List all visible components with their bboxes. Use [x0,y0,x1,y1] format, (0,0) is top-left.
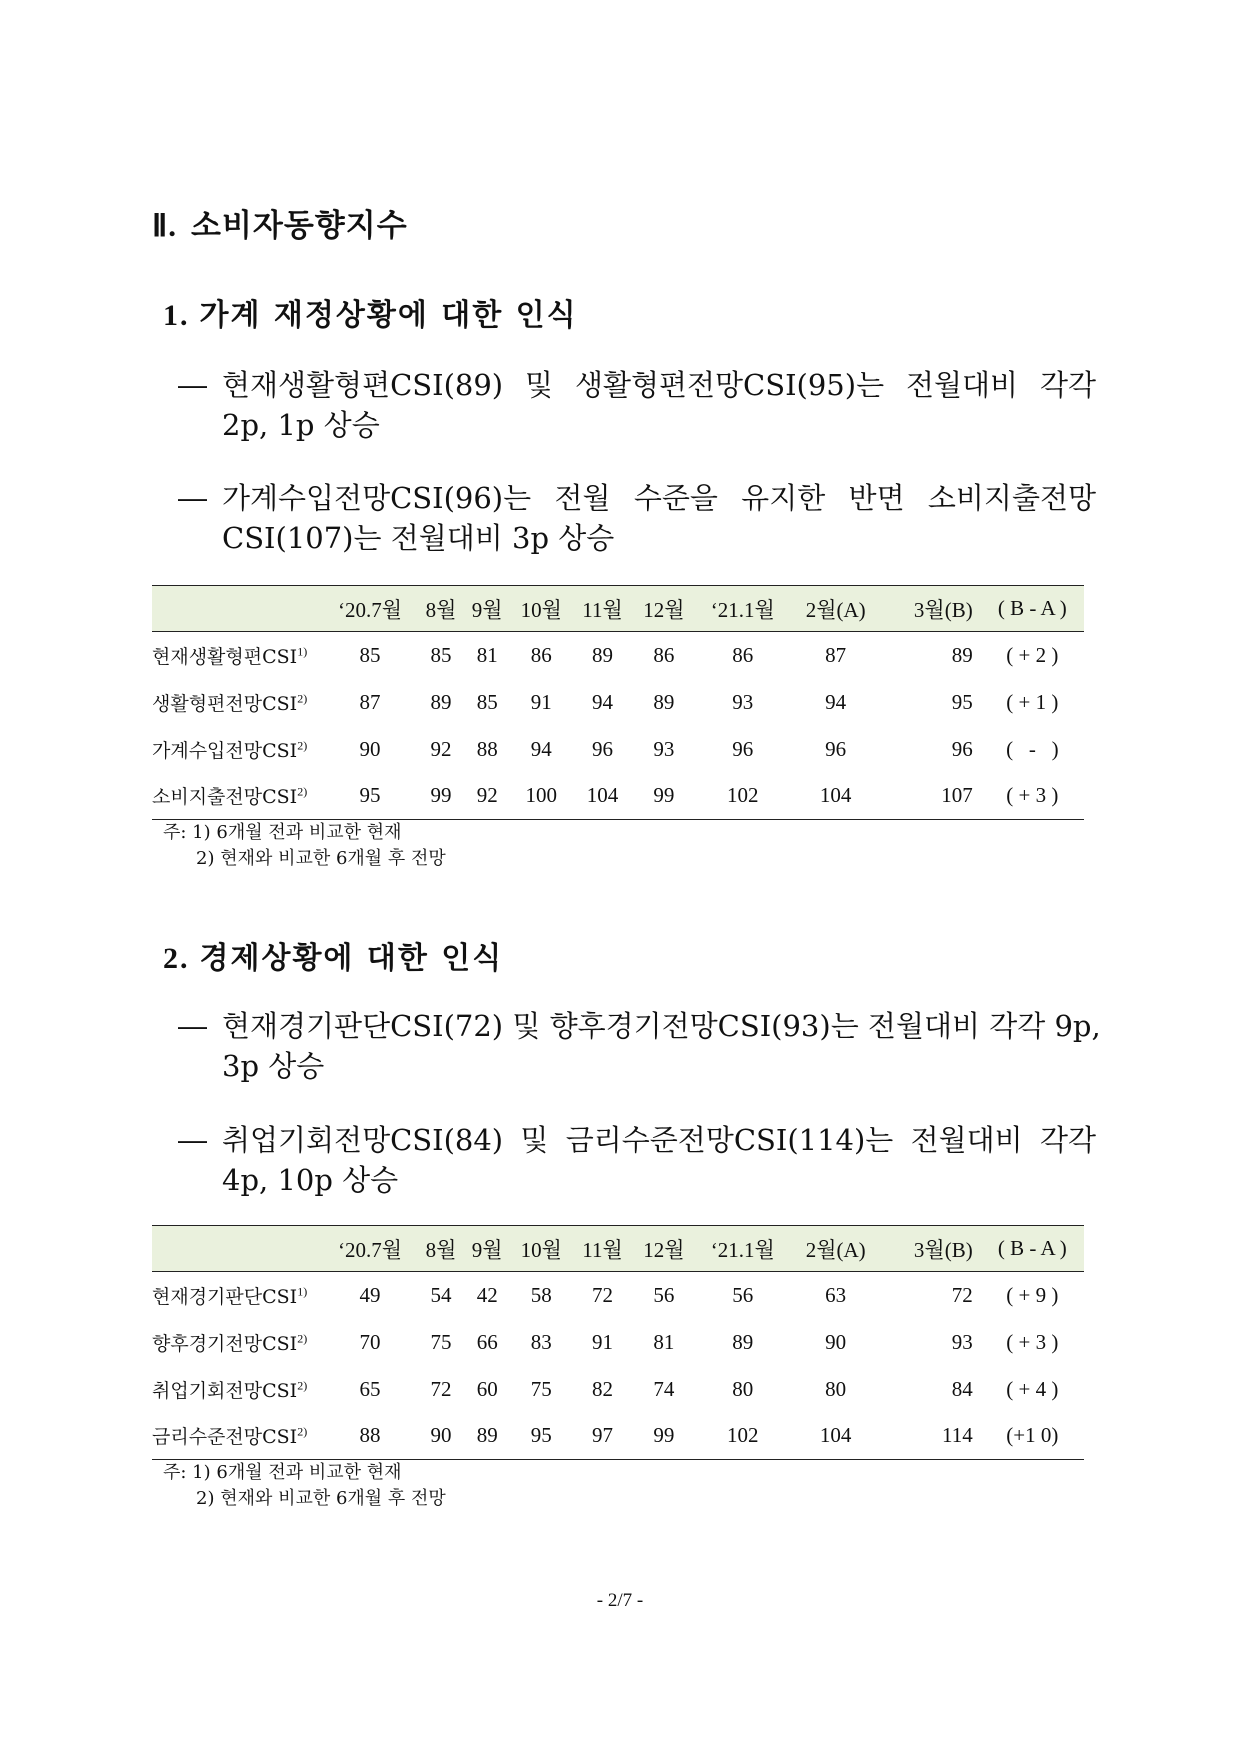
table-cell: 89 [653,689,675,714]
table-cell: 70 [359,1329,381,1354]
table-2-notes [163,1460,446,1512]
table-cell: 72 [430,1376,452,1401]
subsection-2-title-text: 경제상황에 대한 인식 [199,941,504,976]
table-cell: 93 [653,736,675,761]
footnote-marker: 2) [297,1331,308,1346]
table-cell: 89 [592,642,614,667]
subsection-1-title-text: 가계 재정상황에 대한 인식 [199,298,578,333]
table-cell: 49 [359,1282,381,1307]
table-cell: 91 [530,689,552,714]
row-label [152,1319,322,1366]
table-cell: 89 [732,1329,754,1354]
subsection-1-title [163,290,578,334]
table-cell: 94 [592,689,614,714]
bullet-dash: ― [178,1123,207,1157]
row-label [152,726,322,773]
bullet-line-continued: 3p 상승 [222,1049,325,1083]
table-cell: 63 [825,1282,847,1307]
table-cell: 100 [525,783,557,808]
table-cell: 66 [476,1329,498,1354]
table-cell: 95 [359,783,381,808]
row-label-text: 취업기회전망CSI [152,1379,298,1402]
table-header-cell: ( B - A ) [997,596,1067,620]
footnote-marker: 1) [297,644,308,659]
table-cell: 87 [825,642,847,667]
table-cell: 96 [732,736,754,761]
subsection-2-title [163,933,503,977]
bullet-line-continued: CSI(107)는 전월대비 3p 상승 [222,521,615,555]
table-cell: 65 [359,1376,381,1401]
table-header-cell: 8월 [425,1237,457,1262]
table-header-cell: 3월(B) [913,597,973,622]
table-cell: 72 [951,1282,973,1307]
table-cell: 96 [951,736,973,761]
table-row [152,773,1084,820]
table-cell: 75 [430,1329,452,1354]
diff-cell: ( + 9 ) [1006,1282,1059,1307]
table-header-cell: ‘21.1월 [710,1237,775,1262]
table-cell: 91 [592,1329,614,1354]
table-cell: 86 [732,642,754,667]
table-cell: 86 [653,642,675,667]
table-header-cell [152,586,322,632]
table-header-row [152,586,1084,632]
table-cell: 54 [430,1282,452,1307]
table-header-cell: 2월(A) [805,597,866,622]
table-cell: 72 [592,1282,614,1307]
subsection-1-number: 1. [163,299,190,332]
table-cell: 89 [476,1423,498,1448]
table-row [152,1413,1084,1460]
bullet-line-continued: 2p, 1p 상승 [222,408,380,442]
footnote-marker: 1) [297,1284,308,1299]
row-label [152,679,322,726]
row-label-text: 향후경기전망CSI [152,1332,298,1355]
row-label [152,632,322,679]
table-cell: 75 [530,1376,552,1401]
bullet-line-continued: 4p, 10p 상승 [222,1163,399,1197]
table-header-cell: ‘21.1월 [710,597,775,622]
table-cell: 85 [430,642,452,667]
table-cell: 96 [825,736,847,761]
table-header-cell: ‘20.7월 [337,1237,402,1262]
table-cell: 85 [476,689,498,714]
table-cell: 58 [530,1282,552,1307]
table-header-cell: 12월 [643,597,685,622]
table-header-cell: ( B - A ) [997,1236,1067,1260]
table-cell: 82 [592,1376,614,1401]
table-row [152,726,1084,773]
section-roman-numeral: Ⅱ. [152,208,178,243]
table-cell: 96 [592,736,614,761]
table-cell: 90 [430,1423,452,1448]
row-label [152,1272,322,1319]
table-header-cell: 10월 [520,597,562,622]
bullet-dash: ― [178,481,207,515]
table-cell: 80 [825,1376,847,1401]
household-finance-table [152,585,1084,820]
diff-cell: ( + 1 ) [1006,689,1059,714]
table-cell: 74 [653,1376,675,1401]
table-cell: 104 [819,1423,852,1448]
row-label-text: 생활형편전망CSI [152,692,298,715]
table-cell: 95 [530,1423,552,1448]
row-label-text: 현재경기판단CSI [152,1285,298,1308]
table-cell: 83 [530,1329,552,1354]
table-cell: 104 [586,783,619,808]
table-header-cell: 9월 [471,597,503,622]
table-cell: 102 [727,1423,759,1448]
row-label-text: 현재생활형편CSI [152,645,298,668]
diff-cell: ( + 2 ) [1006,642,1059,667]
bullet-line: 취업기회전망CSI(84) 및 금리수준전망CSI(114)는 전월대비 각각 [222,1123,1096,1157]
table-row [152,1319,1084,1366]
bullet-dash: ― [178,1009,207,1043]
table-cell: 56 [653,1282,675,1307]
table-cell: 81 [476,642,498,667]
table-cell: 86 [530,642,552,667]
row-label [152,773,322,820]
table-cell: 85 [359,642,381,667]
table-cell: 92 [430,736,452,761]
bullet-line: 가계수입전망CSI(96)는 전월 수준을 유지한 반면 소비지출전망 [222,481,1096,515]
table-header-cell: 11월 [582,597,623,622]
table-cell: 88 [359,1423,381,1448]
diff-cell: ( - ) [1006,736,1059,761]
bullet-line: 현재생활형편CSI(89) 및 생활형편전망CSI(95)는 전월대비 각각 [222,368,1096,402]
table-header-cell: 3월(B) [913,1237,973,1262]
table-cell: 89 [430,689,452,714]
table-cell: 114 [941,1423,973,1448]
page-number: - 2/7 - [596,1590,644,1611]
table-header-cell [152,1226,322,1272]
row-label-text: 소비지출전망CSI [152,786,298,809]
table-cell: 94 [530,736,552,761]
note-line: 주: 1) 6개월 전과 비교한 현재 [163,1462,402,1483]
footnote-marker: 2) [297,1378,308,1393]
table-cell: 92 [476,783,498,808]
table-cell: 90 [359,736,381,761]
section-title [152,200,408,245]
table-header-row [152,1226,1084,1272]
table-cell: 99 [653,1423,675,1448]
table-header-cell: 12월 [643,1237,685,1262]
table-row [152,1272,1084,1319]
section-title-text: 소비자동향지수 [191,208,408,244]
table-cell: 104 [819,783,852,808]
row-label-text: 금리수준전망CSI [152,1426,298,1449]
table-cell: 80 [732,1376,754,1401]
table-header-cell: 9월 [471,1237,503,1262]
table-cell: 88 [476,736,498,761]
table-header-cell: 8월 [425,597,457,622]
table-row [152,632,1084,679]
footnote-marker: 2) [297,1424,308,1439]
bullet-line: 현재경기판단CSI(72) 및 향후경기전망CSI(93)는 전월대비 각각 9p, [222,1009,1101,1043]
bullet-dash: ― [178,368,207,402]
table-cell: 95 [951,689,973,714]
table-cell: 89 [951,642,973,667]
table-header-cell: ‘20.7월 [337,597,402,622]
table-cell: 93 [732,689,754,714]
table-cell: 99 [653,783,675,808]
table-1-notes [163,820,446,872]
table-cell: 87 [359,689,381,714]
table-row [152,679,1084,726]
economic-conditions-table [152,1225,1084,1460]
table-cell: 107 [941,783,973,808]
note-line: 주: 1) 6개월 전과 비교한 현재 [163,822,402,843]
footnote-marker: 2) [297,784,308,799]
table-cell: 102 [727,783,759,808]
row-label [152,1366,322,1413]
table-cell: 94 [825,689,847,714]
table-cell: 99 [430,783,452,808]
table-cell: 93 [951,1329,973,1354]
footnote-marker: 2) [297,738,308,753]
table-cell: 90 [825,1329,847,1354]
subsection-2-number: 2. [163,942,190,975]
footnote-marker: 2) [297,691,308,706]
table-cell: 60 [476,1376,498,1401]
table-cell: 84 [951,1376,973,1401]
table-header-cell: 2월(A) [805,1237,866,1262]
table-cell: 81 [653,1329,675,1354]
row-label [152,1413,322,1460]
table-header-cell: 10월 [520,1237,562,1262]
table-row [152,1366,1084,1413]
note-line: 2) 현재와 비교한 6개월 후 전망 [196,848,446,869]
diff-cell: (+1 0) [1006,1423,1059,1448]
table-cell: 97 [592,1423,614,1448]
row-label-text: 가계수입전망CSI [152,739,298,762]
table-header-cell: 11월 [582,1237,623,1262]
diff-cell: ( + 4 ) [1006,1376,1059,1401]
diff-cell: ( + 3 ) [1006,1329,1059,1354]
table-cell: 42 [476,1282,498,1307]
diff-cell: ( + 3 ) [1006,783,1059,808]
note-line: 2) 현재와 비교한 6개월 후 전망 [196,1488,446,1509]
table-cell: 56 [732,1282,754,1307]
